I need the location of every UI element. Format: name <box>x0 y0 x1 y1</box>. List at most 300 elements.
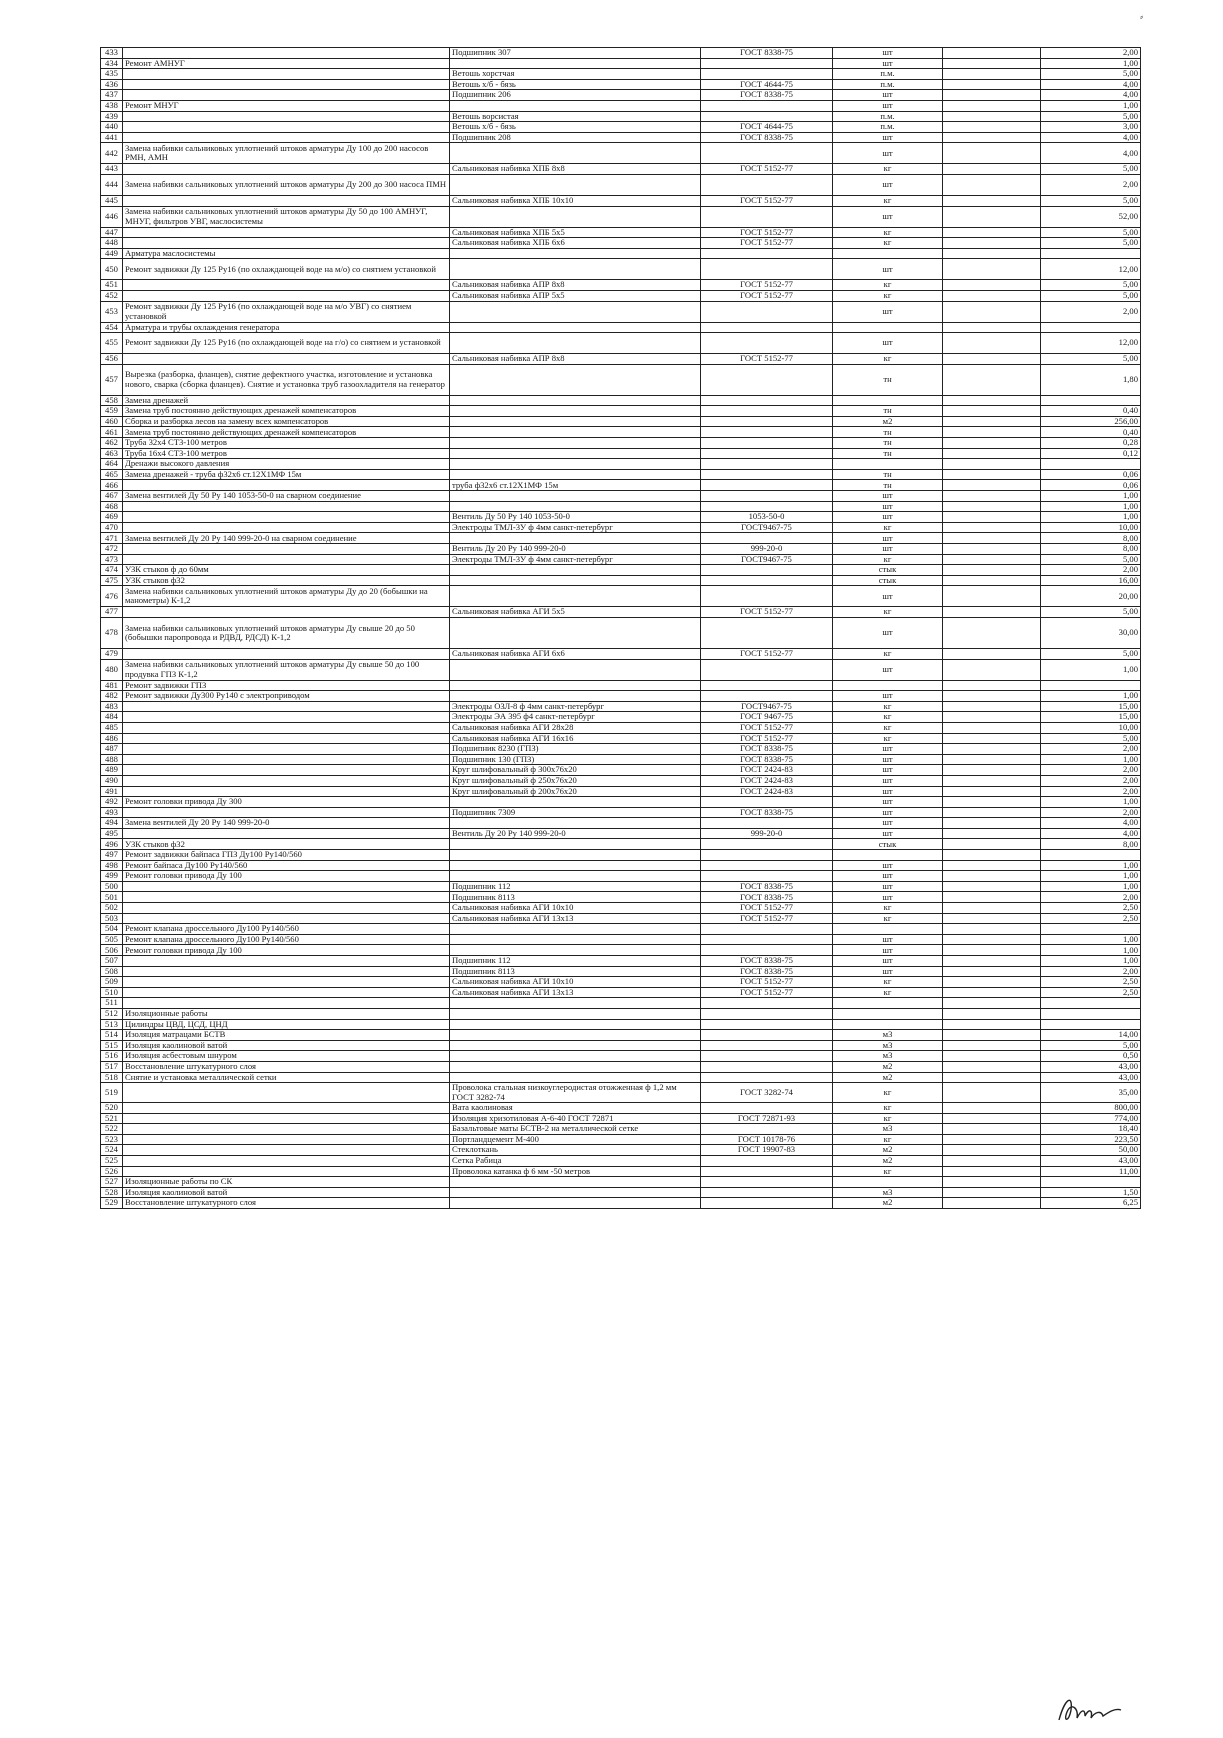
blank <box>943 1051 1041 1062</box>
quantity <box>1041 1008 1141 1019</box>
row-number: 453 <box>101 301 123 322</box>
row-number: 445 <box>101 195 123 206</box>
table-row <box>101 617 1141 648</box>
unit <box>833 924 943 935</box>
work-description <box>123 522 450 533</box>
quantity: 2,00 <box>1041 744 1141 755</box>
unit: м2 <box>833 1072 943 1083</box>
row-number: 493 <box>101 807 123 818</box>
row-number: 488 <box>101 754 123 765</box>
material-name <box>450 945 701 956</box>
unit: шт <box>833 301 943 322</box>
unit: шт <box>833 744 943 755</box>
material-name <box>450 301 701 322</box>
standard <box>701 818 833 829</box>
table-row <box>101 818 1141 829</box>
table-row <box>101 586 1141 607</box>
unit: шт <box>833 956 943 967</box>
standard <box>701 1166 833 1177</box>
quantity: 2,50 <box>1041 913 1141 924</box>
unit: шт <box>833 881 943 892</box>
quantity: 35,00 <box>1041 1083 1141 1103</box>
quantity: 2,00 <box>1041 966 1141 977</box>
blank <box>943 617 1041 648</box>
row-number: 440 <box>101 122 123 133</box>
material-name <box>450 469 701 480</box>
standard: ГОСТ 9467-75 <box>701 712 833 723</box>
standard <box>701 1124 833 1135</box>
blank <box>943 90 1041 101</box>
blank <box>943 1113 1041 1124</box>
material-name: Круг шлифовальный ф 250х76х20 <box>450 775 701 786</box>
table-row <box>101 903 1141 914</box>
material-name <box>450 1198 701 1209</box>
blank <box>943 143 1041 164</box>
work-description: Арматура и трубы охлаждения генератора <box>123 322 450 333</box>
row-number: 481 <box>101 680 123 691</box>
work-description: Замена набивки сальниковых уплотнений штоков арматуры Ду свыше 20 до 50 (бобышки паропровода и РДВД, РДСД) К-1,2 <box>123 617 450 648</box>
blank <box>943 322 1041 333</box>
standard <box>701 860 833 871</box>
row-number: 450 <box>101 259 123 280</box>
quantity: 0,40 <box>1041 406 1141 417</box>
unit <box>833 459 943 470</box>
quantity: 774,00 <box>1041 1113 1141 1124</box>
unit: кг <box>833 195 943 206</box>
row-number: 449 <box>101 248 123 259</box>
work-description <box>123 1134 450 1145</box>
table-row <box>101 195 1141 206</box>
table-row <box>101 1030 1141 1041</box>
row-number: 492 <box>101 797 123 808</box>
blank <box>943 998 1041 1009</box>
row-number: 504 <box>101 924 123 935</box>
work-description: Замена набивки сальниковых уплотнений штоков арматуры Ду до 20 (бобышки на манометры) К-1,2 <box>123 586 450 607</box>
material-name <box>450 1030 701 1041</box>
blank <box>943 956 1041 967</box>
table-row <box>101 987 1141 998</box>
work-description <box>123 903 450 914</box>
quantity: 5,00 <box>1041 607 1141 618</box>
standard <box>701 100 833 111</box>
work-description: Ремонт головки привода Ду 100 <box>123 871 450 882</box>
work-description: Замена вентилей Ду 50 Ру 140 1053-50-0 на сварном соединение <box>123 491 450 502</box>
table-row <box>101 354 1141 365</box>
standard <box>701 945 833 956</box>
work-description <box>123 977 450 988</box>
quantity: 1,00 <box>1041 501 1141 512</box>
quantity: 2,00 <box>1041 301 1141 322</box>
work-description <box>123 892 450 903</box>
row-number: 478 <box>101 617 123 648</box>
standard <box>701 469 833 480</box>
material-name: Электроды ТМЛ-3У ф 4мм санкт-петербург <box>450 522 701 533</box>
work-description: Изоляция каолиновой ватой <box>123 1040 450 1051</box>
quantity: 0,40 <box>1041 427 1141 438</box>
quantity: 2,00 <box>1041 892 1141 903</box>
quantity <box>1041 322 1141 333</box>
material-name <box>450 691 701 702</box>
row-number: 454 <box>101 322 123 333</box>
blank <box>943 164 1041 175</box>
work-description: Дренажи высокого давления <box>123 459 450 470</box>
work-description: Ремонт клапана дроссельного Ду100 Ру140/560 <box>123 924 450 935</box>
row-number: 467 <box>101 491 123 502</box>
unit: шт <box>833 754 943 765</box>
unit: шт <box>833 775 943 786</box>
row-number: 486 <box>101 733 123 744</box>
row-number: 469 <box>101 512 123 523</box>
row-number: 500 <box>101 881 123 892</box>
work-description <box>123 786 450 797</box>
row-number: 471 <box>101 533 123 544</box>
material-name: Сальниковая набивка ХПБ 10х10 <box>450 195 701 206</box>
material-name: Сальниковая набивка АГИ 5х5 <box>450 607 701 618</box>
unit <box>833 322 943 333</box>
unit: п.м. <box>833 69 943 80</box>
blank <box>943 775 1041 786</box>
standard <box>701 565 833 576</box>
standard: ГОСТ 5152-77 <box>701 977 833 988</box>
row-number: 521 <box>101 1113 123 1124</box>
blank <box>943 354 1041 365</box>
material-name: Ветошь х/б - бязь <box>450 79 701 90</box>
row-number: 466 <box>101 480 123 491</box>
unit: шт <box>833 491 943 502</box>
unit: тн <box>833 406 943 417</box>
work-description: Замена набивки сальниковых уплотнений штоков арматуры Ду 200 до 300 насоса ПМН <box>123 174 450 195</box>
materials-table <box>100 47 1141 1209</box>
blank <box>943 248 1041 259</box>
work-description: Сборка и разборка лесов на замену всех компенсаторов <box>123 416 450 427</box>
standard: ГОСТ 5152-77 <box>701 913 833 924</box>
blank <box>943 132 1041 143</box>
standard: ГОСТ 5152-77 <box>701 648 833 659</box>
quantity: 43,00 <box>1041 1155 1141 1166</box>
blank <box>943 533 1041 544</box>
standard <box>701 459 833 470</box>
standard <box>701 491 833 502</box>
work-description: Изоляция каолиновой ватой <box>123 1187 450 1198</box>
table-row <box>101 554 1141 565</box>
quantity: 2,00 <box>1041 786 1141 797</box>
row-number: 525 <box>101 1155 123 1166</box>
unit: п.м. <box>833 122 943 133</box>
work-description: Арматура маслосистемы <box>123 248 450 259</box>
unit: кг <box>833 227 943 238</box>
material-name <box>450 934 701 945</box>
work-description <box>123 712 450 723</box>
quantity: 15,00 <box>1041 712 1141 723</box>
standard <box>701 1051 833 1062</box>
blank <box>943 565 1041 576</box>
material-name <box>450 364 701 395</box>
quantity: 6,25 <box>1041 1198 1141 1209</box>
unit: кг <box>833 977 943 988</box>
material-name <box>450 143 701 164</box>
material-name: Сальниковая набивка ХПБ 8х8 <box>450 164 701 175</box>
material-name <box>450 860 701 871</box>
blank <box>943 1072 1041 1083</box>
unit: кг <box>833 164 943 175</box>
material-name: Сальниковая набивка АГИ 13х13 <box>450 987 701 998</box>
table-row <box>101 744 1141 755</box>
table-row <box>101 1040 1141 1051</box>
material-name: Ветошь х/б - бязь <box>450 122 701 133</box>
unit: шт <box>833 892 943 903</box>
work-description <box>123 290 450 301</box>
standard <box>701 174 833 195</box>
table-row <box>101 860 1141 871</box>
quantity <box>1041 998 1141 1009</box>
quantity: 1,80 <box>1041 364 1141 395</box>
table-row <box>101 1113 1141 1124</box>
quantity: 1,00 <box>1041 860 1141 871</box>
table-row <box>101 828 1141 839</box>
material-name <box>450 174 701 195</box>
standard: ГОСТ9467-75 <box>701 701 833 712</box>
blank <box>943 786 1041 797</box>
blank <box>943 333 1041 354</box>
row-number: 517 <box>101 1061 123 1072</box>
unit: шт <box>833 512 943 523</box>
standard: ГОСТ 72871-93 <box>701 1113 833 1124</box>
quantity: 4,00 <box>1041 132 1141 143</box>
row-number: 468 <box>101 501 123 512</box>
quantity: 30,00 <box>1041 617 1141 648</box>
work-description <box>123 512 450 523</box>
material-name <box>450 586 701 607</box>
standard <box>701 1061 833 1072</box>
unit: м3 <box>833 1040 943 1051</box>
standard <box>701 1040 833 1051</box>
standard <box>701 448 833 459</box>
blank <box>943 691 1041 702</box>
row-number: 475 <box>101 575 123 586</box>
quantity: 0,06 <box>1041 480 1141 491</box>
table-row <box>101 797 1141 808</box>
unit: шт <box>833 586 943 607</box>
quantity: 5,00 <box>1041 280 1141 291</box>
unit: шт <box>833 860 943 871</box>
material-name <box>450 1061 701 1072</box>
work-description <box>123 122 450 133</box>
table-row <box>101 575 1141 586</box>
row-number: 508 <box>101 966 123 977</box>
quantity: 18,40 <box>1041 1124 1141 1135</box>
work-description: УЗК стыков ф32 <box>123 575 450 586</box>
blank <box>943 712 1041 723</box>
quantity: 8,00 <box>1041 544 1141 555</box>
work-description <box>123 111 450 122</box>
material-name: Изоляция хризотиловая А-6-40 ГОСТ 72871 <box>450 1113 701 1124</box>
table-row <box>101 512 1141 523</box>
material-name: Вата каолиновая <box>450 1102 701 1113</box>
material-name: Ветошь хорстчая <box>450 69 701 80</box>
quantity: 5,00 <box>1041 111 1141 122</box>
unit: шт <box>833 90 943 101</box>
unit: шт <box>833 58 943 69</box>
blank <box>943 1040 1041 1051</box>
row-number: 452 <box>101 290 123 301</box>
material-name <box>450 1019 701 1030</box>
unit: шт <box>833 765 943 776</box>
blank <box>943 79 1041 90</box>
standard <box>701 1030 833 1041</box>
quantity: 1,00 <box>1041 754 1141 765</box>
quantity: 52,00 <box>1041 206 1141 227</box>
material-name <box>450 259 701 280</box>
table-row <box>101 90 1141 101</box>
row-number: 518 <box>101 1072 123 1083</box>
table-row <box>101 565 1141 576</box>
row-number: 458 <box>101 395 123 406</box>
table-row <box>101 122 1141 133</box>
quantity: 5,00 <box>1041 69 1141 80</box>
work-description: Ремонт задвижки Ду 125 Ру16 (по охлаждающей воде на м/о УВГ) со снятием установкой <box>123 301 450 322</box>
unit: кг <box>833 554 943 565</box>
blank <box>943 469 1041 480</box>
blank <box>943 195 1041 206</box>
work-description <box>123 701 450 712</box>
material-name: Ветошь ворсистая <box>450 111 701 122</box>
blank <box>943 744 1041 755</box>
table-row <box>101 533 1141 544</box>
standard <box>701 575 833 586</box>
work-description: Ремонт головки привода Ду 300 <box>123 797 450 808</box>
blank <box>943 860 1041 871</box>
work-description <box>123 733 450 744</box>
quantity: 5,00 <box>1041 354 1141 365</box>
table-row <box>101 934 1141 945</box>
row-number: 455 <box>101 333 123 354</box>
row-number: 438 <box>101 100 123 111</box>
table-row <box>101 58 1141 69</box>
row-number: 442 <box>101 143 123 164</box>
work-description <box>123 69 450 80</box>
blank <box>943 491 1041 502</box>
table-row <box>101 469 1141 480</box>
material-name: Сетка Рабица <box>450 1155 701 1166</box>
table-row <box>101 871 1141 882</box>
work-description <box>123 132 450 143</box>
material-name: Подшипник 112 <box>450 956 701 967</box>
blank <box>943 1124 1041 1135</box>
standard <box>701 617 833 648</box>
standard <box>701 1198 833 1209</box>
unit: м2 <box>833 416 943 427</box>
standard <box>701 301 833 322</box>
work-description <box>123 1145 450 1156</box>
work-description: Ремонт МНУГ <box>123 100 450 111</box>
unit: стык <box>833 575 943 586</box>
work-description <box>123 987 450 998</box>
table-row <box>101 712 1141 723</box>
unit: кг <box>833 733 943 744</box>
material-name <box>450 206 701 227</box>
blank <box>943 554 1041 565</box>
unit: кг <box>833 607 943 618</box>
work-description: Ремонт байпаса Ду100 Ру140/560 <box>123 860 450 871</box>
row-number: 439 <box>101 111 123 122</box>
material-name <box>450 406 701 417</box>
standard <box>701 248 833 259</box>
row-number: 476 <box>101 586 123 607</box>
table-row <box>101 438 1141 449</box>
table-row <box>101 280 1141 291</box>
blank <box>943 754 1041 765</box>
standard <box>701 1177 833 1188</box>
work-description: Ремонт задвижки Ду 125 Ру16 (по охлаждающей воде на м/о) со снятием установкой <box>123 259 450 280</box>
unit: кг <box>833 913 943 924</box>
standard <box>701 259 833 280</box>
blank <box>943 839 1041 850</box>
unit: шт <box>833 934 943 945</box>
row-number: 505 <box>101 934 123 945</box>
row-number: 462 <box>101 438 123 449</box>
table-row <box>101 491 1141 502</box>
row-number: 511 <box>101 998 123 1009</box>
material-name: Сальниковая набивка ХПБ 5х5 <box>450 227 701 238</box>
unit: тн <box>833 364 943 395</box>
table-row <box>101 1177 1141 1188</box>
table-row <box>101 480 1141 491</box>
standard <box>701 427 833 438</box>
work-description <box>123 765 450 776</box>
row-number: 435 <box>101 69 123 80</box>
standard: ГОСТ 10178-76 <box>701 1134 833 1145</box>
blank <box>943 206 1041 227</box>
table-row <box>101 322 1141 333</box>
work-description: Труба 32х4 СТ3-100 метров <box>123 438 450 449</box>
standard: ГОСТ 4644-75 <box>701 122 833 133</box>
work-description <box>123 744 450 755</box>
material-name <box>450 533 701 544</box>
blank <box>943 701 1041 712</box>
unit: кг <box>833 1113 943 1124</box>
standard: ГОСТ 5152-77 <box>701 354 833 365</box>
work-description: Ремонт АМНУГ <box>123 58 450 69</box>
work-description: Изоляция матрацами БСТВ <box>123 1030 450 1041</box>
standard: ГОСТ 8338-75 <box>701 754 833 765</box>
table-row <box>101 913 1141 924</box>
row-number: 473 <box>101 554 123 565</box>
quantity: 1,00 <box>1041 491 1141 502</box>
material-name: Электроды ТМЛ-3У ф 4мм санкт-петербург <box>450 554 701 565</box>
quantity: 1,00 <box>1041 945 1141 956</box>
row-number: 482 <box>101 691 123 702</box>
unit <box>833 680 943 691</box>
work-description: Изоляция асбестовым шнуром <box>123 1051 450 1062</box>
unit: шт <box>833 786 943 797</box>
material-name: Сальниковая набивка АГИ 6х6 <box>450 648 701 659</box>
material-name <box>450 333 701 354</box>
standard: ГОСТ9467-75 <box>701 522 833 533</box>
material-name <box>450 839 701 850</box>
table-row <box>101 1134 1141 1145</box>
quantity: 8,00 <box>1041 533 1141 544</box>
signature <box>1055 1688 1125 1728</box>
material-name: Электроды ЭА 395 ф4 санкт-петербург <box>450 712 701 723</box>
standard <box>701 322 833 333</box>
row-number: 433 <box>101 48 123 59</box>
unit: шт <box>833 871 943 882</box>
blank <box>943 1187 1041 1198</box>
standard <box>701 1102 833 1113</box>
blank <box>943 290 1041 301</box>
standard: ГОСТ 8338-75 <box>701 744 833 755</box>
blank <box>943 892 1041 903</box>
